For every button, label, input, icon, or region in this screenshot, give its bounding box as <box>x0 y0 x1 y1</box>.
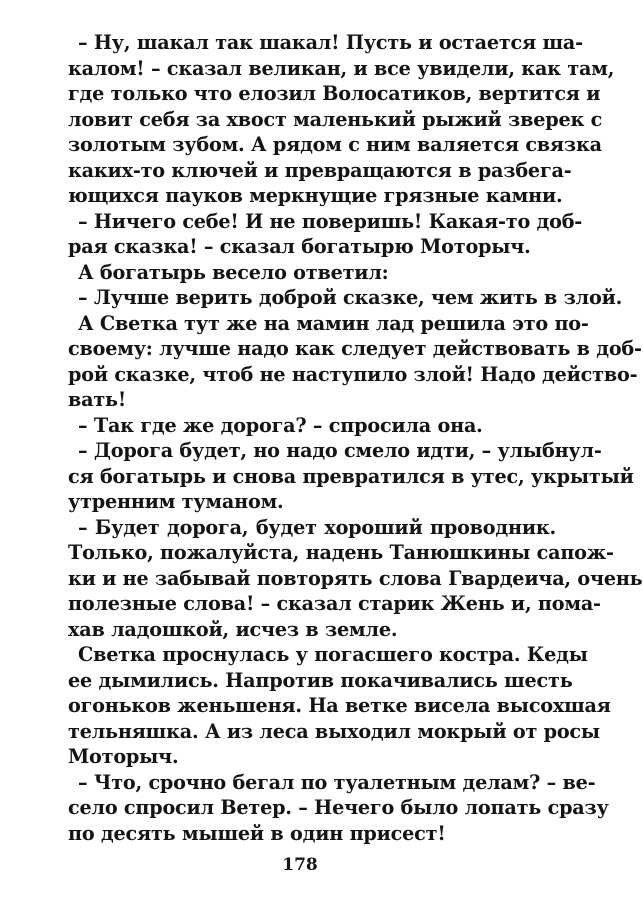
text-line: рой сказке, чтоб не наступило злой! Надо действо- <box>68 362 638 386</box>
text-line: ки и не забывай повторять слова Гвардеича, очень <box>68 566 643 590</box>
text-line: Светка проснулась у погасшего костра. Кеды <box>78 643 588 666</box>
text-line: калом! – сказал великан, и все увидели, как там, <box>68 56 615 80</box>
text-line: своему: лучше надо как следует действовать в доб- <box>68 337 642 360</box>
text-line: А богатырь весело ответил: <box>78 260 389 284</box>
text-line: – Ну, шакал так шакал! Пусть и остается ша- <box>78 31 583 54</box>
text-line: – Дорога будет, но надо смело идти, – улыбнул- <box>78 439 602 462</box>
text-line: хав ладошкой, исчез в земле. <box>68 617 398 641</box>
text-line: ющихся пауков меркнущие грязные камни. <box>68 184 563 207</box>
text-line: Только, пожалуйста, надень Танюшкины сапож- <box>68 541 614 564</box>
page-number: 178 <box>282 855 318 875</box>
text-line: полезные слова! – сказал старик Жень и, пома- <box>68 592 601 615</box>
text-line: огоньков женьшеня. На ветке висела высохшая <box>68 694 611 717</box>
text-line: ее дымились. Напротив покачивались шесть <box>68 668 573 692</box>
text-line: вать! <box>68 388 127 411</box>
text-line: село спросил Ветер. – Нечего было лопать сразу <box>68 796 609 819</box>
text-line: рая сказка! – сказал богатырю Моторыч. <box>68 235 531 258</box>
text-line: – Лучше верить доброй сказке, чем жить в злой. <box>78 286 623 309</box>
text-line: – Ничего себе! И не поверишь! Какая-то доб- <box>78 209 583 233</box>
text-line: по десять мышей в один присест! <box>68 821 446 845</box>
text-line: А Светка тут же на мамин лад решила это по- <box>78 311 589 335</box>
text-line: тельняшка. А из леса выходил мокрый от росы <box>68 719 600 743</box>
text-line: утренним туманом. <box>68 490 284 513</box>
text-line: – Будет дорога, будет хороший проводник. <box>78 515 556 539</box>
text-line: – Что, срочно бегал по туалетным делам? – ве- <box>78 770 596 794</box>
text-line: ся богатырь и снова превратился в утес, укрытый <box>68 464 634 488</box>
text-line: ловит себя за хвост маленький рыжий зверек с <box>68 107 603 131</box>
text-line: где только что елозил Волосатиков, вертится и <box>68 82 601 105</box>
text-line: золотым зубом. А рядом с ним валяется связка <box>68 133 602 156</box>
text-line: – Так где же дорога? – спросила она. <box>78 413 483 437</box>
text-line: Моторыч. <box>68 745 179 768</box>
text-line: каких-то ключей и превращаются в разбега- <box>68 158 572 182</box>
